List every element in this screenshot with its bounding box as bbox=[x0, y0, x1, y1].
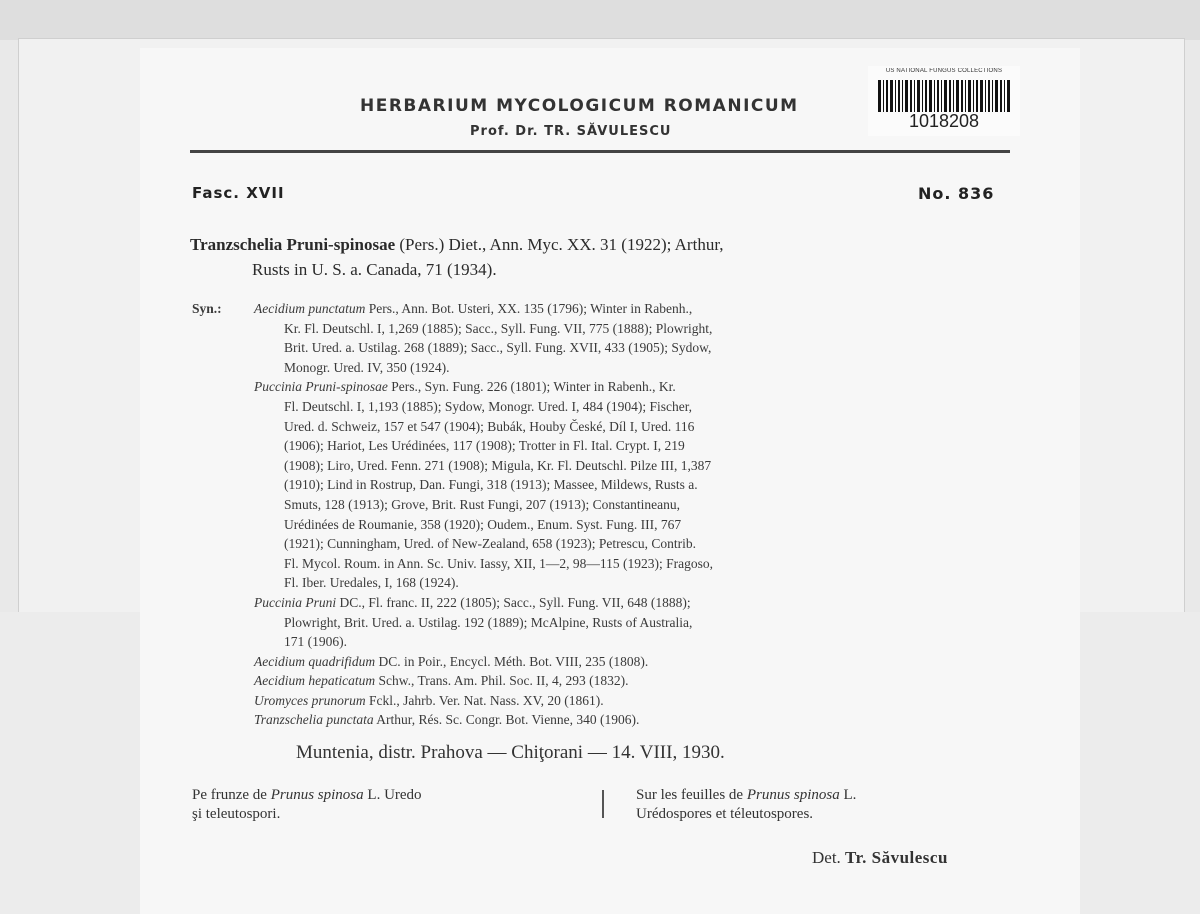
species-authority: (Pers.) Diet., Ann. Myc. XX. 31 (1922); Arthur, bbox=[399, 235, 724, 254]
host-fr-pre: Sur les feuilles de bbox=[636, 787, 744, 803]
synonym-reference: Schw., Trans. Am. Phil. Soc. II, 4, 293 (1832). bbox=[378, 673, 629, 689]
species-line-1 bbox=[190, 232, 1020, 257]
synonym-entry bbox=[192, 691, 1022, 711]
synonym-reference-continued: Plowright, Brit. Ured. a. Ustilag. 192 (1889); McAlpine, Rusts of Australia, bbox=[284, 614, 693, 630]
fascicle-number: Fasc. XVII bbox=[192, 184, 285, 202]
herbarium-subtitle: Prof. Dr. TR. SĂVULESCU bbox=[470, 124, 672, 139]
host-fr-line-1 bbox=[636, 786, 1036, 805]
synonym-reference-continued: (1906); Hariot, Les Urédinées, 117 (1908); Trotter in Fl. Ital. Crypt. I, 219 bbox=[284, 438, 685, 454]
collection-locality: Muntenia, distr. Prahova — Chiţorani — 14. VIII, 1930. bbox=[296, 742, 725, 763]
synonym-reference-continued: Fl. Deutschl. I, 1,193 (1885); Sydow, Monogr. Ured. I, 484 (1904); Fischer, bbox=[284, 398, 693, 414]
host-separator bbox=[602, 790, 604, 818]
synonym-reference: DC., Fl. franc. II, 222 (1805); Sacc., Syll. Fung. VII, 648 (1888); bbox=[339, 594, 691, 610]
synonym-reference-continued: Ured. d. Schweiz, 157 et 547 (1904); Bubák, Houby České, Díl I, Ured. 116 bbox=[284, 418, 695, 434]
synonym-entry bbox=[192, 593, 1022, 613]
synonym-reference-continued: Fl. Iber. Uredales, I, 168 (1924). bbox=[284, 575, 459, 591]
host-ro-pre: Pe frunze de bbox=[192, 787, 267, 803]
host-fr-post: L. bbox=[843, 787, 857, 803]
determiner-prefix: Det. bbox=[812, 848, 841, 867]
synonym-entry bbox=[192, 671, 1022, 691]
determiner bbox=[812, 848, 948, 868]
synonym-name: Aecidium punctatum bbox=[254, 301, 366, 316]
synonym-name: Aecidium quadrifidum bbox=[254, 653, 376, 669]
host-romanian bbox=[192, 786, 592, 824]
synonym-name: Tranzschelia punctata bbox=[254, 712, 374, 728]
host-ro-line-2: şi teleutospori. bbox=[192, 806, 281, 822]
synonym-reference-continued: Monogr. Ured. IV, 350 (1924). bbox=[284, 359, 450, 375]
species-line-2: Rusts in U. S. a. Canada, 71 (1934). bbox=[252, 260, 497, 279]
species-citation bbox=[190, 232, 1020, 282]
synonym-name: Puccinia Pruni-spinosae bbox=[254, 379, 388, 395]
synonym-reference-continued: (1908); Liro, Ured. Fenn. 271 (1908); Migula, Kr. Fl. Deutschl. Pilze III, 1,387 bbox=[284, 457, 712, 473]
synonym-reference-continued: Smuts, 128 (1913); Grove, Brit. Rust Fungi, 207 (1913); Constantineanu, bbox=[284, 496, 680, 512]
barcode-institution: US NATIONAL FUNGUS COLLECTIONS bbox=[885, 68, 1003, 74]
species-name: Tranzschelia Pruni-spinosae bbox=[190, 235, 396, 254]
synonym-reference-continued: Kr. Fl. Deutschl. I, 1,269 (1885); Sacc., Syll. Fung. VII, 775 (1888); Plowright, bbox=[284, 320, 713, 336]
synonym-reference-continued: Brit. Ured. a. Ustilag. 268 (1889); Sacc., Syll. Fung. XVII, 433 (1905); Sydow, bbox=[284, 340, 712, 356]
synonym-reference: Pers., Syn. Fung. 226 (1801); Winter in Rabenh., Kr. bbox=[391, 379, 676, 395]
header-rule bbox=[190, 150, 1010, 153]
barcode-icon bbox=[878, 80, 1010, 112]
herbarium-title: HERBARIUM MYCOLOGICUM ROMANICUM bbox=[360, 96, 799, 116]
synonym-name: Puccinia Pruni bbox=[254, 594, 337, 610]
host-ro-line-1 bbox=[192, 786, 592, 805]
synonym-reference-continued: (1921); Cunningham, Ured. of New-Zealand, 658 (1923); Petrescu, Contrib. bbox=[284, 536, 697, 552]
host-fr-line-2: Urédospores et téleutospores. bbox=[636, 806, 814, 822]
host-french bbox=[636, 786, 1036, 824]
synonym-entry bbox=[192, 377, 1022, 397]
synonym-reference-continued: 171 (1906). bbox=[284, 634, 347, 650]
host-ro-species: Prunus spinosa bbox=[270, 787, 364, 803]
specimen-number: No. 836 bbox=[918, 184, 995, 203]
synonym-tag: Syn.: bbox=[192, 301, 222, 316]
synonym-name: Uromyces prunorum bbox=[254, 692, 366, 708]
synonym-entry bbox=[192, 299, 1022, 319]
synonym-entry bbox=[192, 710, 1022, 730]
barcode-number: 1018208 bbox=[908, 111, 980, 131]
synonym-reference: Pers., Ann. Bot. Usteri, XX. 135 (1796); Winter in Rabenh., bbox=[368, 301, 693, 316]
background-top bbox=[0, 0, 1200, 40]
synonym-list bbox=[192, 299, 1022, 730]
synonym-reference: DC. in Poir., Encycl. Méth. Bot. VIII, 235 (1808). bbox=[378, 653, 649, 669]
determiner-name: Tr. Săvulescu bbox=[845, 848, 948, 867]
synonym-reference: Arthur, Rés. Sc. Congr. Bot. Vienne, 340 (1906). bbox=[376, 712, 640, 728]
synonym-entry bbox=[192, 652, 1022, 672]
synonym-reference-continued: Urédinées de Roumanie, 358 (1920); Oudem., Enum. Syst. Fung. III, 767 bbox=[284, 516, 682, 532]
synonym-name: Aecidium hepaticatum bbox=[254, 673, 376, 689]
host-fr-species: Prunus spinosa bbox=[746, 787, 840, 803]
synonym-reference-continued: (1910); Lind in Rostrup, Dan. Fungi, 318 (1913); Massee, Mildews, Rusts a. bbox=[284, 477, 698, 493]
host-ro-post: L. Uredo bbox=[367, 787, 422, 803]
barcode-sticker bbox=[868, 66, 1020, 136]
synonym-reference: Fckl., Jahrb. Ver. Nat. Nass. XV, 20 (1861). bbox=[369, 692, 604, 708]
synonym-reference-continued: Fl. Mycol. Roum. in Ann. Sc. Univ. Iassy, XII, 1—2, 98—115 (1923); Fragoso, bbox=[284, 555, 713, 571]
